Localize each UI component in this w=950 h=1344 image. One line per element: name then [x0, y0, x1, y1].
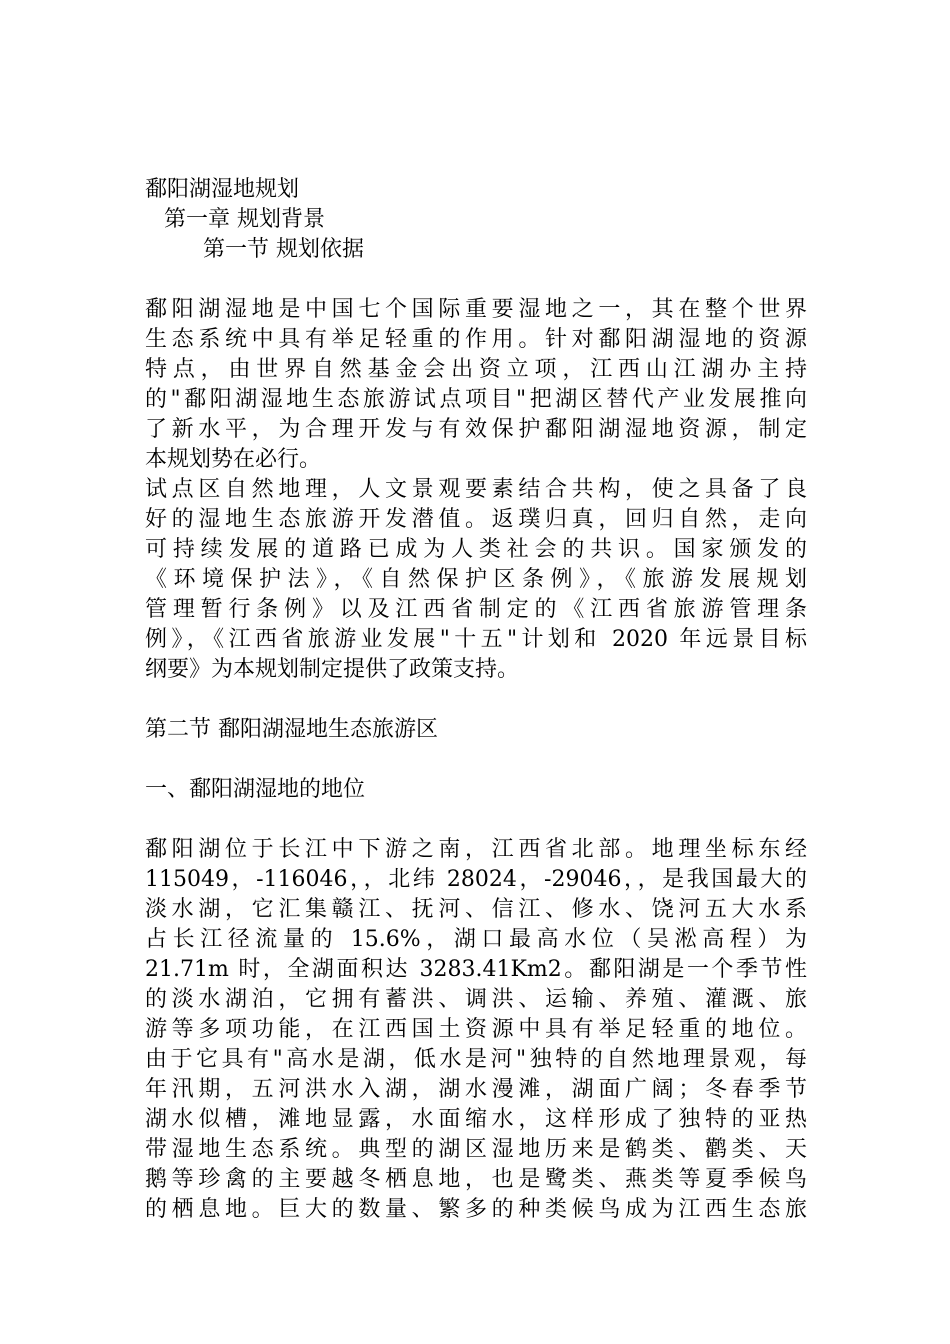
paragraph-line: 带湿地生态系统。典型的湖区湿地历来是鹤类、鹳类、天	[145, 1137, 807, 1162]
paragraph-line: 由于它具有"高水是湖，低水是河"独特的自然地理景观，每	[145, 1047, 807, 1072]
paragraph-line: 试点区自然地理，人文景观要素结合共构，使之具备了良	[145, 477, 807, 502]
paragraph-line: 鄱阳湖位于长江中下游之南，江西省北部。地理坐标东经	[145, 837, 807, 862]
paragraph-line: 生态系统中具有举足轻重的作用。针对鄱阳湖湿地的资源	[145, 327, 807, 352]
paragraph-line: 的栖息地。巨大的数量、繁多的种类候鸟成为江西生态旅	[145, 1197, 807, 1222]
paragraph-line: 占长江径流量的 15.6%，湖口最高水位（吴淞高程）为	[145, 927, 807, 952]
paragraph-line: 淡水湖，它汇集赣江、抚河、信江、修水、饶河五大水系	[145, 897, 807, 922]
paragraph-1	[145, 295, 807, 475]
paragraph-line: 纲要》为本规划制定提供了政策支持。	[145, 657, 520, 682]
paragraph-line: 例》，《江西省旅游业发展"十五"计划和 2020 年远景目标	[145, 627, 807, 652]
paragraph-line: 鹅等珍禽的主要越冬栖息地，也是鹭类、燕类等夏季候鸟	[145, 1167, 807, 1192]
document-page	[145, 175, 807, 1225]
paragraph-line: 的"鄱阳湖湿地生态旅游试点项目"把湖区替代产业发展推向	[145, 387, 807, 412]
paragraph-line: 湖水似槽，滩地显露，水面缩水，这样形成了独特的亚热	[145, 1107, 807, 1132]
paragraph-line: 管理暂行条例》以及江西省制定的《江西省旅游管理条	[145, 597, 807, 622]
subsection-heading: 一、鄱阳湖湿地的地位	[145, 777, 366, 802]
paragraph-line: 特点，由世界自然基金会出资立项，江西山江湖办主持	[145, 357, 807, 382]
paragraph-2	[145, 475, 807, 685]
section-heading-2: 第二节 鄱阳湖湿地生态旅游区	[145, 717, 438, 742]
paragraph-line: 的淡水湖泊，它拥有蓄洪、调洪、运输、养殖、灌溉、旅	[145, 987, 807, 1012]
chapter-heading: 第一章 规划背景	[164, 207, 325, 232]
blank-line	[145, 685, 807, 715]
document-title: 鄱阳湖湿地规划	[145, 177, 300, 202]
paragraph-line: 游等多项功能，在江西国土资源中具有举足轻重的地位。	[145, 1017, 807, 1042]
paragraph-line: 《环境保护法》，《自然保护区条例》，《旅游发展规划	[145, 567, 807, 592]
blank-line	[145, 265, 807, 295]
paragraph-line: 年汛期，五河洪水入湖，湖水漫滩，湖面广阔；冬春季节	[145, 1077, 807, 1102]
section-heading-1: 第一节 规划依据	[203, 237, 364, 262]
paragraph-line: 好的湿地生态旅游开发潜值。返璞归真，回归自然，走向	[145, 507, 807, 532]
blank-line	[145, 805, 807, 835]
paragraph-line: 了新水平，为合理开发与有效保护鄱阳湖湿地资源，制定	[145, 417, 807, 442]
paragraph-line: 本规划势在必行。	[145, 447, 322, 472]
blank-line	[145, 745, 807, 775]
paragraph-line: 115049，-116046，，北纬 28024，-29046，，是我国最大的	[145, 867, 807, 892]
paragraph-line: 可持续发展的道路已成为人类社会的共识。国家颁发的	[145, 537, 807, 562]
paragraph-line: 鄱阳湖湿地是中国七个国际重要湿地之一，其在整个世界	[145, 297, 807, 322]
paragraph-line: 21.71m 时，全湖面积达 3283.41Km2。鄱阳湖是一个季节性	[145, 957, 807, 982]
paragraph-3	[145, 835, 807, 1225]
